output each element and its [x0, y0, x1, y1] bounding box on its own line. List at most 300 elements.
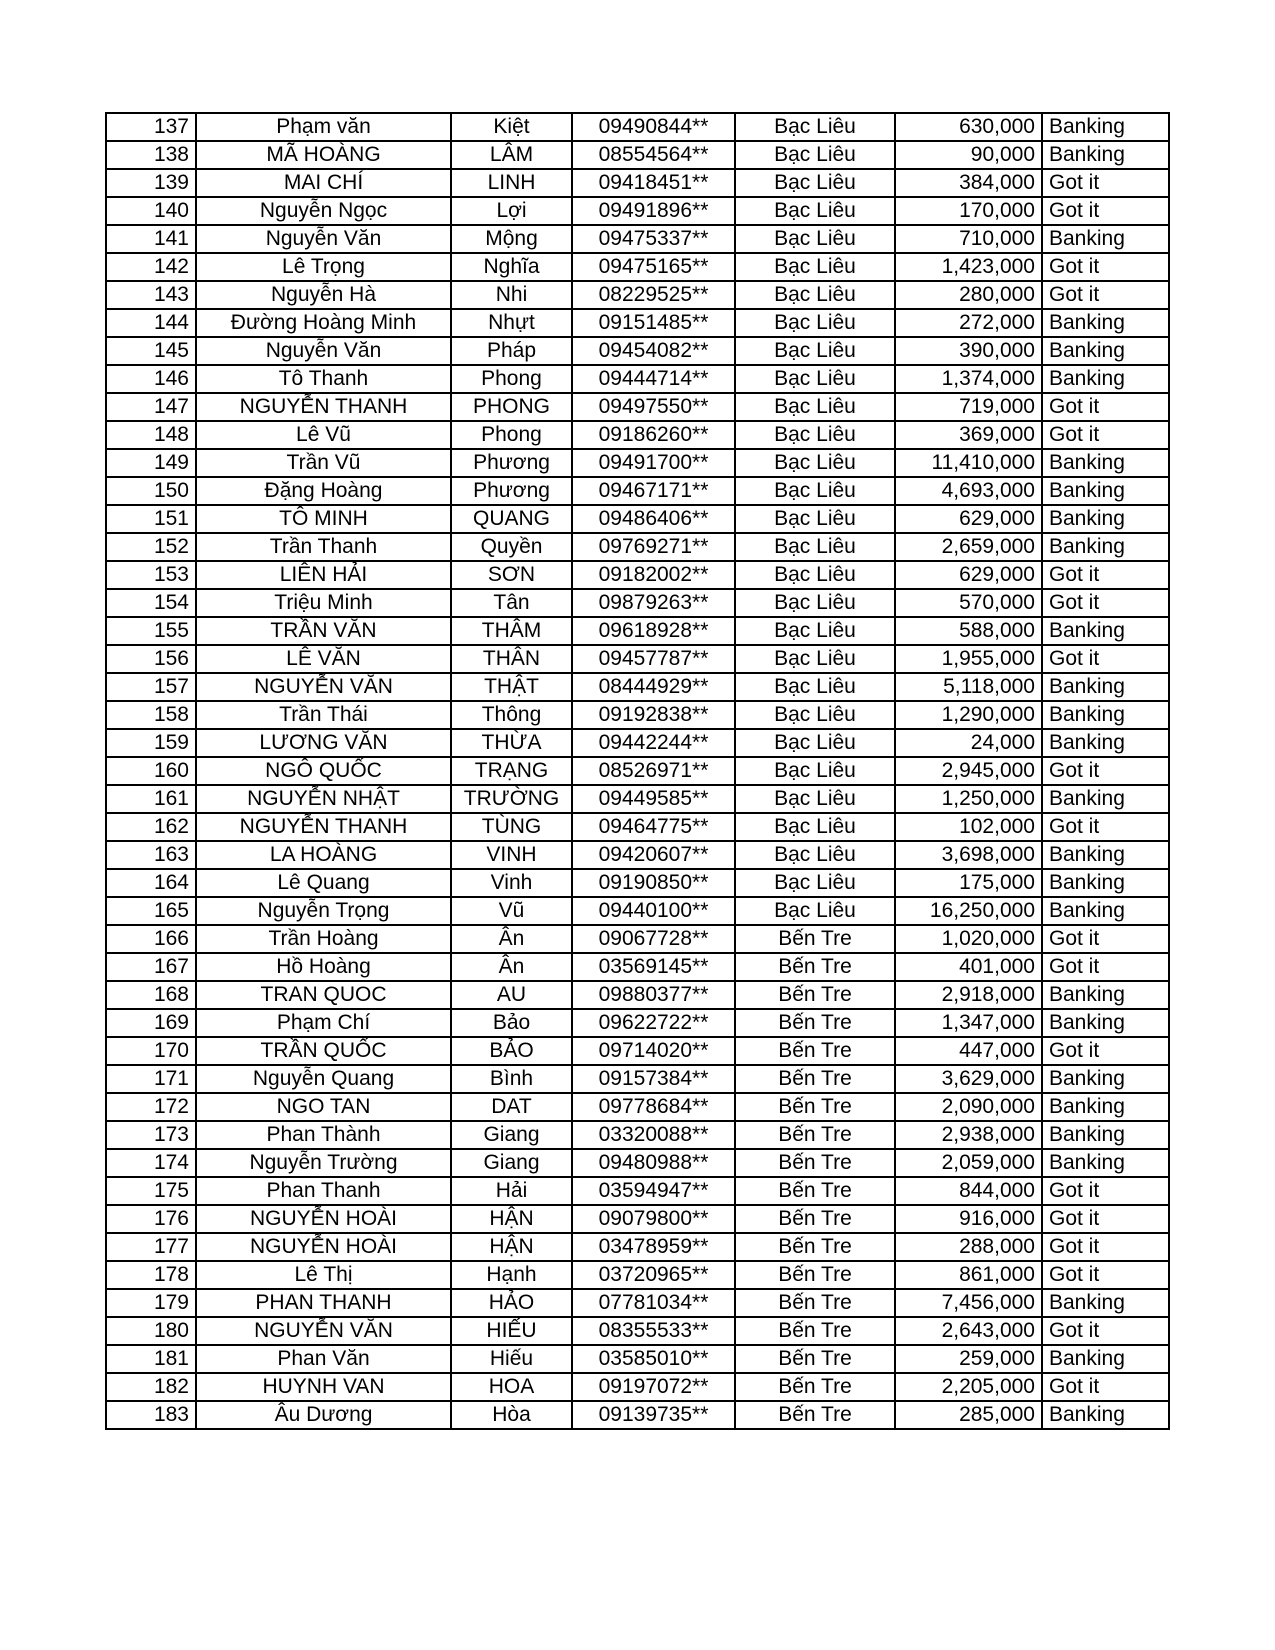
last-middle-name-cell: Nguyễn Quang: [196, 1065, 451, 1093]
row-number-cell: 179: [106, 1289, 196, 1317]
first-name-cell: Bảo: [451, 1009, 572, 1037]
row-number-cell: 157: [106, 673, 196, 701]
phone-number-cell: 09464775**: [572, 813, 735, 841]
province-cell: Bạc Liêu: [735, 169, 895, 197]
first-name-cell: Bình: [451, 1065, 572, 1093]
last-middle-name-cell: LƯƠNG VĂN: [196, 729, 451, 757]
row-number-cell: 146: [106, 365, 196, 393]
last-middle-name-cell: Phạm văn: [196, 113, 451, 141]
table-row: [106, 113, 1169, 141]
last-middle-name-cell: Phan Thành: [196, 1121, 451, 1149]
payment-status-cell: Got it: [1042, 1317, 1169, 1345]
amount-cell: 2,918,000: [895, 981, 1042, 1009]
first-name-cell: VINH: [451, 841, 572, 869]
last-middle-name-cell: Tô Thanh: [196, 365, 451, 393]
last-middle-name-cell: NGUYỄN VĂN: [196, 1317, 451, 1345]
payment-status-cell: Banking: [1042, 1345, 1169, 1373]
table-row: [106, 197, 1169, 225]
amount-cell: 1,250,000: [895, 785, 1042, 813]
row-number-cell: 143: [106, 281, 196, 309]
phone-number-cell: 03720965**: [572, 1261, 735, 1289]
last-middle-name-cell: LIÊN HẢI: [196, 561, 451, 589]
first-name-cell: Phương: [451, 449, 572, 477]
table-row: [106, 813, 1169, 841]
first-name-cell: Nghĩa: [451, 253, 572, 281]
phone-number-cell: 09491896**: [572, 197, 735, 225]
payment-status-cell: Got it: [1042, 253, 1169, 281]
payment-status-cell: Got it: [1042, 589, 1169, 617]
province-cell: Bạc Liêu: [735, 589, 895, 617]
first-name-cell: TRẠNG: [451, 757, 572, 785]
table-row: [106, 1205, 1169, 1233]
amount-cell: 1,020,000: [895, 925, 1042, 953]
payment-status-cell: Banking: [1042, 141, 1169, 169]
last-middle-name-cell: Nguyễn Ngọc: [196, 197, 451, 225]
payment-status-cell: Banking: [1042, 337, 1169, 365]
row-number-cell: 182: [106, 1373, 196, 1401]
payment-status-cell: Got it: [1042, 757, 1169, 785]
province-cell: Bến Tre: [735, 981, 895, 1009]
province-cell: Bạc Liêu: [735, 757, 895, 785]
table-row: [106, 1009, 1169, 1037]
province-cell: Bến Tre: [735, 1093, 895, 1121]
table-row: [106, 1121, 1169, 1149]
last-middle-name-cell: Âu Dương: [196, 1401, 451, 1429]
phone-number-cell: 09192838**: [572, 701, 735, 729]
last-middle-name-cell: Lê Thị: [196, 1261, 451, 1289]
payment-status-cell: Got it: [1042, 953, 1169, 981]
table-row: [106, 1149, 1169, 1177]
table-row: [106, 421, 1169, 449]
table-row: [106, 785, 1169, 813]
province-cell: Bạc Liêu: [735, 477, 895, 505]
first-name-cell: Phương: [451, 477, 572, 505]
province-cell: Bạc Liêu: [735, 533, 895, 561]
last-middle-name-cell: Nguyễn Hà: [196, 281, 451, 309]
first-name-cell: AU: [451, 981, 572, 1009]
table-row: [106, 1261, 1169, 1289]
payment-status-cell: Got it: [1042, 561, 1169, 589]
phone-number-cell: 09197072**: [572, 1373, 735, 1401]
phone-number-cell: 08355533**: [572, 1317, 735, 1345]
phone-number-cell: 09622722**: [572, 1009, 735, 1037]
payment-status-cell: Banking: [1042, 785, 1169, 813]
table-row: [106, 981, 1169, 1009]
last-middle-name-cell: TRAN QUOC: [196, 981, 451, 1009]
province-cell: Bến Tre: [735, 1205, 895, 1233]
phone-number-cell: 03478959**: [572, 1233, 735, 1261]
phone-number-cell: 09186260**: [572, 421, 735, 449]
province-cell: Bến Tre: [735, 1065, 895, 1093]
last-middle-name-cell: Lê Trọng: [196, 253, 451, 281]
first-name-cell: Quyền: [451, 533, 572, 561]
last-middle-name-cell: Đặng Hoàng: [196, 477, 451, 505]
province-cell: Bạc Liêu: [735, 617, 895, 645]
table-row: [106, 953, 1169, 981]
row-number-cell: 164: [106, 869, 196, 897]
amount-cell: 1,955,000: [895, 645, 1042, 673]
payout-table: [105, 112, 1170, 1430]
amount-cell: 3,698,000: [895, 841, 1042, 869]
first-name-cell: HẢO: [451, 1289, 572, 1317]
phone-number-cell: 09618928**: [572, 617, 735, 645]
phone-number-cell: 03594947**: [572, 1177, 735, 1205]
phone-number-cell: 09182002**: [572, 561, 735, 589]
amount-cell: 11,410,000: [895, 449, 1042, 477]
table-row: [106, 1233, 1169, 1261]
amount-cell: 570,000: [895, 589, 1042, 617]
amount-cell: 588,000: [895, 617, 1042, 645]
payment-status-cell: Banking: [1042, 505, 1169, 533]
last-middle-name-cell: NGUYỄN HOÀI: [196, 1233, 451, 1261]
row-number-cell: 147: [106, 393, 196, 421]
province-cell: Bạc Liêu: [735, 897, 895, 925]
row-number-cell: 148: [106, 421, 196, 449]
province-cell: Bạc Liêu: [735, 701, 895, 729]
province-cell: Bến Tre: [735, 1345, 895, 1373]
phone-number-cell: 09769271**: [572, 533, 735, 561]
payment-status-cell: Banking: [1042, 1093, 1169, 1121]
row-number-cell: 151: [106, 505, 196, 533]
phone-number-cell: 09420607**: [572, 841, 735, 869]
table-row: [106, 561, 1169, 589]
table-row: [106, 701, 1169, 729]
payment-status-cell: Got it: [1042, 281, 1169, 309]
table-row: [106, 1289, 1169, 1317]
first-name-cell: Hòa: [451, 1401, 572, 1429]
payment-status-cell: Got it: [1042, 169, 1169, 197]
table-row: [106, 337, 1169, 365]
phone-number-cell: 09475165**: [572, 253, 735, 281]
amount-cell: 1,374,000: [895, 365, 1042, 393]
first-name-cell: THẬT: [451, 673, 572, 701]
province-cell: Bến Tre: [735, 1233, 895, 1261]
row-number-cell: 158: [106, 701, 196, 729]
province-cell: Bạc Liêu: [735, 309, 895, 337]
first-name-cell: Giang: [451, 1121, 572, 1149]
province-cell: Bến Tre: [735, 1009, 895, 1037]
payment-status-cell: Banking: [1042, 1121, 1169, 1149]
first-name-cell: PHONG: [451, 393, 572, 421]
first-name-cell: Hạnh: [451, 1261, 572, 1289]
row-number-cell: 167: [106, 953, 196, 981]
table-row: [106, 589, 1169, 617]
first-name-cell: QUANG: [451, 505, 572, 533]
amount-cell: 272,000: [895, 309, 1042, 337]
payment-status-cell: Got it: [1042, 1233, 1169, 1261]
province-cell: Bến Tre: [735, 1373, 895, 1401]
table-row: [106, 617, 1169, 645]
province-cell: Bến Tre: [735, 1149, 895, 1177]
table-row: [106, 365, 1169, 393]
phone-number-cell: 09467171**: [572, 477, 735, 505]
first-name-cell: SƠN: [451, 561, 572, 589]
province-cell: Bến Tre: [735, 1261, 895, 1289]
amount-cell: 1,290,000: [895, 701, 1042, 729]
province-cell: Bạc Liêu: [735, 337, 895, 365]
amount-cell: 259,000: [895, 1345, 1042, 1373]
province-cell: Bạc Liêu: [735, 225, 895, 253]
table-row: [106, 673, 1169, 701]
payment-status-cell: Got it: [1042, 813, 1169, 841]
phone-number-cell: 09490844**: [572, 113, 735, 141]
amount-cell: 280,000: [895, 281, 1042, 309]
first-name-cell: Hải: [451, 1177, 572, 1205]
table-row: [106, 1065, 1169, 1093]
first-name-cell: BẢO: [451, 1037, 572, 1065]
row-number-cell: 161: [106, 785, 196, 813]
amount-cell: 844,000: [895, 1177, 1042, 1205]
phone-number-cell: 09079800**: [572, 1205, 735, 1233]
amount-cell: 916,000: [895, 1205, 1042, 1233]
first-name-cell: Giang: [451, 1149, 572, 1177]
last-middle-name-cell: Phan Văn: [196, 1345, 451, 1373]
amount-cell: 2,643,000: [895, 1317, 1042, 1345]
payment-status-cell: Banking: [1042, 365, 1169, 393]
phone-number-cell: 09139735**: [572, 1401, 735, 1429]
row-number-cell: 174: [106, 1149, 196, 1177]
province-cell: Bạc Liêu: [735, 729, 895, 757]
last-middle-name-cell: Nguyễn Văn: [196, 337, 451, 365]
first-name-cell: Nhựt: [451, 309, 572, 337]
first-name-cell: Lợi: [451, 197, 572, 225]
table-row: [106, 1177, 1169, 1205]
province-cell: Bạc Liêu: [735, 113, 895, 141]
payment-status-cell: Got it: [1042, 393, 1169, 421]
phone-number-cell: 09457787**: [572, 645, 735, 673]
amount-cell: 384,000: [895, 169, 1042, 197]
amount-cell: 630,000: [895, 113, 1042, 141]
last-middle-name-cell: NGO TAN: [196, 1093, 451, 1121]
payment-status-cell: Got it: [1042, 925, 1169, 953]
amount-cell: 719,000: [895, 393, 1042, 421]
amount-cell: 102,000: [895, 813, 1042, 841]
phone-number-cell: 08526971**: [572, 757, 735, 785]
amount-cell: 2,659,000: [895, 533, 1042, 561]
phone-number-cell: 09067728**: [572, 925, 735, 953]
phone-number-cell: 08444929**: [572, 673, 735, 701]
table-row: [106, 1373, 1169, 1401]
row-number-cell: 172: [106, 1093, 196, 1121]
province-cell: Bạc Liêu: [735, 813, 895, 841]
province-cell: Bến Tre: [735, 1037, 895, 1065]
phone-number-cell: 09151485**: [572, 309, 735, 337]
row-number-cell: 168: [106, 981, 196, 1009]
province-cell: Bạc Liêu: [735, 841, 895, 869]
row-number-cell: 177: [106, 1233, 196, 1261]
province-cell: Bến Tre: [735, 1401, 895, 1429]
first-name-cell: LINH: [451, 169, 572, 197]
row-number-cell: 150: [106, 477, 196, 505]
last-middle-name-cell: LA HOÀNG: [196, 841, 451, 869]
province-cell: Bạc Liêu: [735, 421, 895, 449]
last-middle-name-cell: Lê Vũ: [196, 421, 451, 449]
first-name-cell: Ân: [451, 925, 572, 953]
row-number-cell: 149: [106, 449, 196, 477]
amount-cell: 629,000: [895, 505, 1042, 533]
phone-number-cell: 09442244**: [572, 729, 735, 757]
payment-status-cell: Banking: [1042, 701, 1169, 729]
payment-status-cell: Banking: [1042, 477, 1169, 505]
phone-number-cell: 03320088**: [572, 1121, 735, 1149]
province-cell: Bến Tre: [735, 1177, 895, 1205]
amount-cell: 90,000: [895, 141, 1042, 169]
first-name-cell: Tân: [451, 589, 572, 617]
first-name-cell: Pháp: [451, 337, 572, 365]
first-name-cell: HẬN: [451, 1233, 572, 1261]
table-row: [106, 533, 1169, 561]
first-name-cell: Phong: [451, 421, 572, 449]
province-cell: Bạc Liêu: [735, 197, 895, 225]
province-cell: Bạc Liêu: [735, 393, 895, 421]
payment-status-cell: Banking: [1042, 841, 1169, 869]
table-row: [106, 1093, 1169, 1121]
first-name-cell: THÂM: [451, 617, 572, 645]
province-cell: Bạc Liêu: [735, 869, 895, 897]
payment-status-cell: Banking: [1042, 449, 1169, 477]
row-number-cell: 142: [106, 253, 196, 281]
last-middle-name-cell: PHAN THANH: [196, 1289, 451, 1317]
phone-number-cell: 09440100**: [572, 897, 735, 925]
last-middle-name-cell: Nguyễn Trường: [196, 1149, 451, 1177]
table-row: [106, 841, 1169, 869]
row-number-cell: 183: [106, 1401, 196, 1429]
last-middle-name-cell: NGUYỄN THANH: [196, 813, 451, 841]
row-number-cell: 169: [106, 1009, 196, 1037]
last-middle-name-cell: MÃ HOÀNG: [196, 141, 451, 169]
payment-status-cell: Banking: [1042, 309, 1169, 337]
payment-status-cell: Got it: [1042, 1261, 1169, 1289]
phone-number-cell: 09480988**: [572, 1149, 735, 1177]
last-middle-name-cell: Trần Thanh: [196, 533, 451, 561]
last-middle-name-cell: Nguyễn Trọng: [196, 897, 451, 925]
table-row: [106, 1401, 1169, 1429]
phone-number-cell: 09486406**: [572, 505, 735, 533]
phone-number-cell: 09444714**: [572, 365, 735, 393]
province-cell: Bến Tre: [735, 1289, 895, 1317]
last-middle-name-cell: Lê Quang: [196, 869, 451, 897]
province-cell: Bạc Liêu: [735, 281, 895, 309]
first-name-cell: Thông: [451, 701, 572, 729]
amount-cell: 2,205,000: [895, 1373, 1042, 1401]
row-number-cell: 176: [106, 1205, 196, 1233]
province-cell: Bến Tre: [735, 953, 895, 981]
payment-status-cell: Banking: [1042, 225, 1169, 253]
province-cell: Bạc Liêu: [735, 365, 895, 393]
phone-number-cell: 03569145**: [572, 953, 735, 981]
phone-number-cell: 09418451**: [572, 169, 735, 197]
phone-number-cell: 09778684**: [572, 1093, 735, 1121]
first-name-cell: TÙNG: [451, 813, 572, 841]
table-body: [106, 113, 1169, 1429]
first-name-cell: Nhi: [451, 281, 572, 309]
row-number-cell: 173: [106, 1121, 196, 1149]
amount-cell: 369,000: [895, 421, 1042, 449]
first-name-cell: HIẾU: [451, 1317, 572, 1345]
province-cell: Bạc Liêu: [735, 785, 895, 813]
last-middle-name-cell: Phạm Chí: [196, 1009, 451, 1037]
payment-status-cell: Got it: [1042, 1177, 1169, 1205]
table-row: [106, 925, 1169, 953]
last-middle-name-cell: Đường Hoàng Minh: [196, 309, 451, 337]
amount-cell: 5,118,000: [895, 673, 1042, 701]
amount-cell: 288,000: [895, 1233, 1042, 1261]
row-number-cell: 162: [106, 813, 196, 841]
last-middle-name-cell: Phan Thanh: [196, 1177, 451, 1205]
payment-status-cell: Banking: [1042, 729, 1169, 757]
last-middle-name-cell: NGÔ QUỐC: [196, 757, 451, 785]
amount-cell: 2,945,000: [895, 757, 1042, 785]
amount-cell: 629,000: [895, 561, 1042, 589]
table-row: [106, 897, 1169, 925]
row-number-cell: 141: [106, 225, 196, 253]
document-page: [105, 112, 1168, 1430]
payment-status-cell: Banking: [1042, 1401, 1169, 1429]
province-cell: Bạc Liêu: [735, 449, 895, 477]
province-cell: Bạc Liêu: [735, 673, 895, 701]
first-name-cell: Hiếu: [451, 1345, 572, 1373]
row-number-cell: 160: [106, 757, 196, 785]
last-middle-name-cell: Triệu Minh: [196, 589, 451, 617]
row-number-cell: 170: [106, 1037, 196, 1065]
amount-cell: 390,000: [895, 337, 1042, 365]
last-middle-name-cell: NGUYỄN HOÀI: [196, 1205, 451, 1233]
phone-number-cell: 03585010**: [572, 1345, 735, 1373]
amount-cell: 7,456,000: [895, 1289, 1042, 1317]
payment-status-cell: Got it: [1042, 1037, 1169, 1065]
first-name-cell: Mộng: [451, 225, 572, 253]
table-row: [106, 477, 1169, 505]
table-row: [106, 869, 1169, 897]
row-number-cell: 178: [106, 1261, 196, 1289]
phone-number-cell: 09491700**: [572, 449, 735, 477]
province-cell: Bạc Liêu: [735, 253, 895, 281]
province-cell: Bến Tre: [735, 1121, 895, 1149]
province-cell: Bến Tre: [735, 925, 895, 953]
amount-cell: 24,000: [895, 729, 1042, 757]
payment-status-cell: Got it: [1042, 197, 1169, 225]
last-middle-name-cell: Trần Hoàng: [196, 925, 451, 953]
table-row: [106, 281, 1169, 309]
table-row: [106, 309, 1169, 337]
payment-status-cell: Got it: [1042, 645, 1169, 673]
table-row: [106, 505, 1169, 533]
phone-number-cell: 09454082**: [572, 337, 735, 365]
payment-status-cell: Got it: [1042, 421, 1169, 449]
amount-cell: 861,000: [895, 1261, 1042, 1289]
last-middle-name-cell: TRẦN QUỐC: [196, 1037, 451, 1065]
row-number-cell: 156: [106, 645, 196, 673]
last-middle-name-cell: TRẦN VĂN: [196, 617, 451, 645]
first-name-cell: HOA: [451, 1373, 572, 1401]
phone-number-cell: 07781034**: [572, 1289, 735, 1317]
row-number-cell: 155: [106, 617, 196, 645]
row-number-cell: 166: [106, 925, 196, 953]
row-number-cell: 154: [106, 589, 196, 617]
payment-status-cell: Banking: [1042, 981, 1169, 1009]
table-row: [106, 225, 1169, 253]
first-name-cell: TRƯỜNG: [451, 785, 572, 813]
amount-cell: 3,629,000: [895, 1065, 1042, 1093]
first-name-cell: Phong: [451, 365, 572, 393]
row-number-cell: 163: [106, 841, 196, 869]
row-number-cell: 152: [106, 533, 196, 561]
first-name-cell: Ân: [451, 953, 572, 981]
phone-number-cell: 08554564**: [572, 141, 735, 169]
payment-status-cell: Banking: [1042, 869, 1169, 897]
row-number-cell: 139: [106, 169, 196, 197]
row-number-cell: 138: [106, 141, 196, 169]
